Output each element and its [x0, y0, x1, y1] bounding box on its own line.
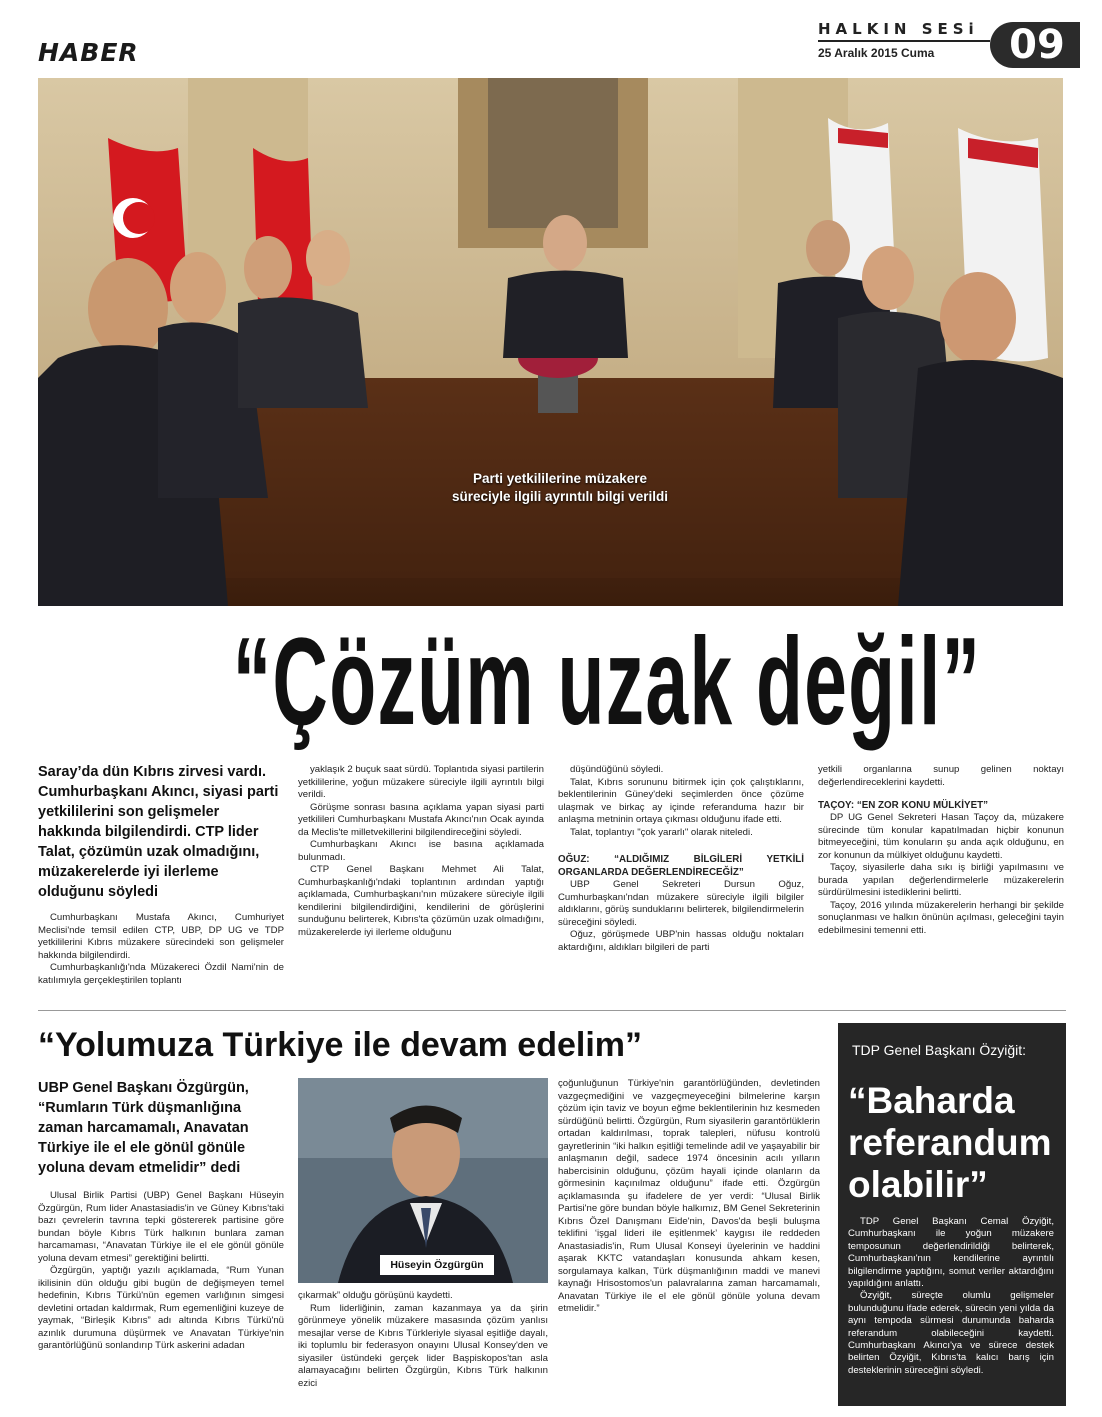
paragraph: Taçoy, 2016 yılında müzakerelerin herhangi bir şekilde sonuçlanması ve halkın önünün açılması, geleceğini tayin edebilmesini temenni etti. [818, 899, 1064, 936]
paragraph: CTP Genel Başkanı Mehmet Ali Talat, Cumhurbaşkanlığı'ndaki toplantının ardından yaptığı açıklamada, Cumhurbaşkanı'nın müzakere süreciyle ilgili kendilerini bilgilendirdiğini, kendilerini de görüşlerini sunduğunu belirterek, Kıbrıs'ta çözümün uzak olmadığını, müzakerelerde iyi ilerleme olduğunu [298, 864, 544, 938]
paragraph: Talat, toplantıyı "çok yararlı" olarak niteledi. [570, 826, 753, 838]
paragraph: Cumhurbaşkanlığı'nda Müzakereci Özdil Nami'nin de katılımıyla gerçekleştirilen toplantı [38, 962, 284, 986]
photo-caption-line2: süreciyle ilgili ayrıntılı bilgi verildi [451, 489, 669, 504]
newspaper-masthead: HALKIN SESi [818, 20, 979, 38]
paragraph: düşündüğünü söyledi. [570, 764, 664, 775]
sidebar-body [848, 1216, 1054, 1377]
article1-subhead-tacoy: TAÇOY: “EN ZOR KONU MÜLKİYET” [818, 800, 988, 811]
paragraph: yaklaşık 2 buçuk saat sürdü. Toplantıda siyasi partilerin yetkililerine, yoğun müzakere süreciyle ilgili ayrıntılı bilgi verildi. [298, 764, 544, 800]
article1-lead: Saray’da dün Kıbrıs zirvesi vardı. Cumhurbaşkanı Akıncı, siyasi parti yetkililerini son gelişmeler hakkında bilgilendirdi. CTP lider Talat, çözümün uzak olmadığını, müzakerelerde iyi ilerleme olduğunu söyledi [38, 764, 279, 900]
paragraph: Talat, Kıbrıs sorununu bitirmek için çok çalıştıklarını, beklentilerinin Güney'deki seçimlerden önce çözüme ulaşmak ve birkaç ay içinde referanduma hazır bir anlaşma metninin ortaya çıkması olduğunu ifade etti. [558, 776, 804, 825]
article2-lead: UBP Genel Başkanı Özgürgün, “Rumların Türk düşmanlığına zaman harcamamalı, Anavatan Türkiye ile el ele gönül gönüle yoluna devam etmelidir” dedi [38, 1080, 249, 1176]
paragraph: Özgürgün, yaptığı yazılı açıklamada, “Rum Yunan ikilisinin dün olduğu gibi bugün de değişmeyen temel hedefinin, Kıbrıs Türkü'nün egemen varlığının simgesi devletini ortadan kaldırmak, Rum egemenliğini kuzeye de yaymak, “Birleşik Kıbrıs” adı altında Kıbrıs Türkü'nü azınlık durumuna düşürmek ve Anavatan Türkiye'nin garantörlüğünü sonlandırıp Türk askerini adadan [38, 1265, 284, 1351]
article2-col3 [558, 1078, 820, 1316]
sidebar-title: “Baharda referandum olabilir” [848, 1080, 1052, 1205]
article1-col4 [818, 764, 1064, 937]
photo-caption [330, 470, 790, 506]
ozgurgun-photo [298, 1078, 548, 1283]
article2-col2 [298, 1290, 548, 1390]
article1-col1 [38, 762, 284, 987]
article2-headline: “Yolumuza Türkiye ile devam edelim” [38, 1026, 643, 1064]
paragraph: DP UG Genel Sekreteri Hasan Taçoy da, müzakere sürecinde tüm konular kapatılmadan hiçbir konunun bitmeyeceğini, tüm konuların şu anda açık olduğunu, en zor konunun da mülkiyet olduğunu kaydetti. [818, 812, 1064, 861]
ozgurgun-photo-caption: Hüseyin Özgürgün [380, 1255, 494, 1275]
portrait-illustration [298, 1078, 548, 1283]
paragraph: yetkili organlarına sunup gelinen noktayı değerlendireceklerini kaydetti. [818, 764, 1064, 788]
paragraph: çoğunluğunun Türkiye'nin garantörlüğünden, devletinden vazgeçmediğini ve vazgeçmeyeceğini bilmelerine karşın çözüm için taviz ve boyun eğme beklentilerinin hız kesmeden sürdüğünü belirtti. Özgürgün, Rum siyasilerin garantörlüklerin ortadan kaldırılması, toprak talepleri, nüfusu kontrolü gayretlerinin “iki halkın eşitliği temelinde adil ve yaşayabilir bir anlaşmanın değil, sadece 1974 öncesinin acılı yılların habercisinin olduğunu, çözüm hayali içinde olanların da görmesinin kaçınılmaz olduğunu” ifade etti. Özgürgün açıklamasında şu ifadelere de yer verdi: “Ulusal Birlik Partisi'ne göre bundan böyle halkımız, BM Genel Sekreterinin Kıbrıs Özel Danışmanı Eide'nin, Davos'da beşli buluşma teklifini ‘işgal lideri ile eşitlenmek’ kaygısı ile reddeden Anastasiadis'in, Rum Ulusal Konseyi üyelerinin ve haddini aşarak KKTC vatandaşları konusunda ahkam kesen, sorgulamaya kalkan, Türk düşmanlığının maddi ve manevi kaynağı Hrisostomos'un palavralarına zaman harcamamalı, Anavatan Türkiye ile el ele gönül gönüle yoluna devam etmelidir.” [558, 1078, 820, 1314]
page-number: 09 [1009, 22, 1065, 68]
paragraph: Özyiğit, süreçte olumlu gelişmeler bulunduğunu ifade ederek, sürecin yeni yılda da aynı tempoda sürmesi durumunda baharda referandum olabileceğini kaydetti. Cumhurbaşkanı Akıncı'ya ve sürece destek belirten Özyiğit, Kıbrıs'ta kalıcı barış için desteklerinin süreceğini söyledi. [848, 1290, 1054, 1376]
article2-col1-body [38, 1190, 284, 1353]
article1-col3 [558, 764, 804, 954]
paragraph: Taçoy, siyasilerle daha sıkı iş birliği yapılmasını ve burada yapılan değerlendirmelerle müzakerelerin sürdürülmesini istediklerini belirtti. [818, 862, 1064, 898]
article1-subhead-oguz: OĞUZ: “ALDIĞIMIZ BİLGİLERİ YETKİLİ ORGANLARDA DEĞERLENDİRECEĞİZ” [558, 854, 804, 878]
article2-col1 [38, 1078, 284, 1353]
section-divider [38, 1010, 1066, 1011]
meeting-photo [38, 78, 1063, 606]
section-label: HABER [38, 38, 139, 67]
header-rule [818, 40, 990, 42]
paragraph: Oğuz, görüşmede UBP'nin hassas olduğu noktaları aktardığını, aldıkları bilgileri de parti [558, 929, 804, 953]
article1-col1-body [38, 912, 284, 987]
meeting-photo-illustration [38, 78, 1063, 606]
sidebar-label: TDP Genel Başkanı Özyiğit: [852, 1042, 1027, 1058]
paragraph: Cumhurbaşkanı Mustafa Akıncı, Cumhuriyet Meclisi'nde temsil edilen CTP, UBP, DP UG ve TDP yetkililerini Kıbrıs müzakere sürecindeki son gelişmeler hakkında bilgilendirdi. [38, 912, 284, 961]
paragraph: çıkarmak” olduğu görüşünü kaydetti. [298, 1290, 453, 1301]
paragraph: Görüşme sonrası basına açıklama yapan siyasi parti yetkilileri Cumhurbaşkanı Mustafa Akıncı'nın Ocak ayında da Meclis'te milletvekillerini bilgilendireceğini söyledi. [298, 801, 544, 838]
photo-caption-line1: Parti yetkililerine müzakere [472, 471, 648, 486]
main-headline: “Çözüm uzak değil” [232, 613, 982, 751]
paragraph: TDP Genel Başkanı Cemal Özyiğit, Cumhurbaşkanı ile yoğun müzakere temposunun değerlendirildiği belirterek, Cumhurbaşkanı'nın kendilerine ayrıntılı bilgilendirme yaptığını, somut veriler aktardığını yapıldığını anlattı. [848, 1216, 1054, 1290]
paragraph: UBP Genel Sekreteri Dursun Oğuz, Cumhurbaşkanı'ndan müzakere süreciyle ilgili bilgiler aldıklarını, görüş sunduklarını belirterek, bilgilendirmelerin süreceğini söyledi. [558, 879, 804, 928]
article1-col2 [298, 764, 544, 939]
issue-date: 25 Aralık 2015 Cuma [818, 46, 935, 60]
paragraph: Rum liderliğinin, zaman kazanmaya ya da şirin görünmeye yönelik müzakere masasında çözüm yanlısı mesajlar verse de Kıbrıs Türkleriyle siyasal eşitliğe dayalı, iki toplumlu bir federasyon onayını Ulusal Konsey'den ve siyasiler üstündeki gerçek lider Başpiskopos'tan asla alamayacağını belirten Özgürgün, Kıbrıs Türk halkının ezici [298, 1302, 548, 1389]
paragraph: Cumhurbaşkanı Akıncı ise basına açıklamada bulunmadı. [298, 839, 544, 863]
paragraph: Ulusal Birlik Partisi (UBP) Genel Başkanı Hüseyin Özgürgün, Rum lider Anastasiadis'in ve Güney Kıbrıs'taki bazı çevrelerin tavrına tepki göstererek partisine göre bundan böyle Kıbrıs Türk halkının bunlara zaman harcamaması, “Anavatan Türkiye ile el ele gönül gönüle yoluna devam etmesi” gerektiğini belirtti. [38, 1190, 284, 1264]
